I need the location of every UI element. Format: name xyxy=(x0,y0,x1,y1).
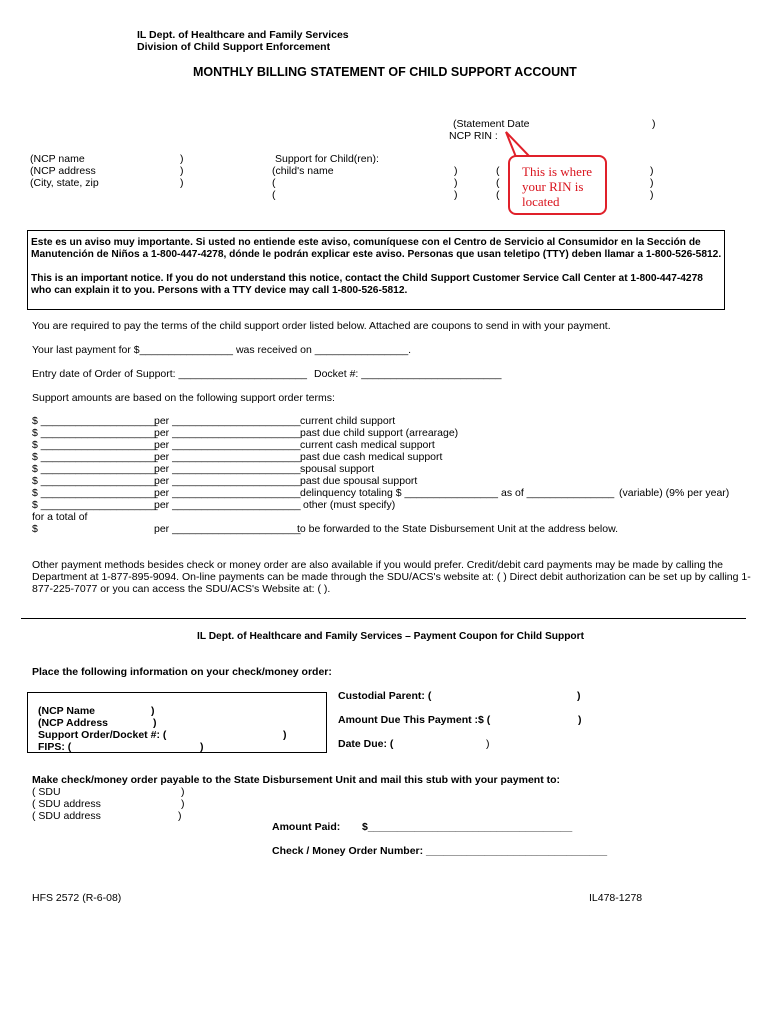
sdu-address-line-1: ( SDU address xyxy=(32,798,101,810)
form-code: IL478-1278 xyxy=(589,892,643,904)
child-id-open-3: ( xyxy=(496,189,500,201)
other-methods-line-3: 877-225-7077 or you can access the SDU/ACS's Website at: ( ). xyxy=(32,583,331,595)
term-label: past due spousal support xyxy=(300,475,418,487)
payable-instructions: Make check/money order payable to the State Disbursement Unit and mail this stub with your payment to: xyxy=(32,774,561,786)
division-name: Division of Child Support Enforcement xyxy=(137,41,331,53)
term-per: per ______________________ xyxy=(154,487,301,499)
sdu-address-close-1: ) xyxy=(181,798,185,810)
child-id-close-2: ) xyxy=(650,177,654,189)
coupon-ncp-address-close: ) xyxy=(153,717,157,729)
term-label: current child support xyxy=(300,415,396,427)
notice-spanish-2: Manutención de Niños a 1-800-447-4278, dónde le podrán explicar este aviso. Personas que usan teletipo (TTY) deben llamar a 1-800-526-5812. xyxy=(31,249,722,260)
total-label: for a total of xyxy=(32,511,88,523)
coupon-order-docket: Support Order/Docket #: ( xyxy=(38,729,167,741)
sdu-name-close: ) xyxy=(181,786,185,798)
docket-text: Docket #: ________________________ xyxy=(314,368,502,380)
term-per: per ______________________ xyxy=(154,475,301,487)
check-number-field[interactable]: Check / Money Order Number: _______________________________ xyxy=(272,845,608,857)
term-per: per ______________________ xyxy=(154,439,301,451)
page-title: MONTHLY BILLING STATEMENT OF CHILD SUPPORT ACCOUNT xyxy=(193,65,577,79)
term-dollar: $ ____________________ xyxy=(32,439,158,451)
other-methods-line-2: Department at 1-877-895-9094. On-line payments can be made through the SDU/ACS's website at: ( ) Direct debit authorization can be set up by calling 1- xyxy=(32,571,751,583)
coupon-fips: FIPS: ( xyxy=(38,741,72,753)
term-per: per ______________________ xyxy=(154,415,301,427)
term-label: spousal support xyxy=(300,463,375,475)
term-per: per ______________________ xyxy=(154,451,301,463)
required-text: You are required to pay the terms of the child support order listed below. Attached are coupons to send in with your payment. xyxy=(32,320,611,332)
term-per: per ______________________ xyxy=(154,499,301,511)
child-close-2: ) xyxy=(454,177,458,189)
form-number: HFS 2572 (R-6-08) xyxy=(32,892,122,904)
term-dollar: $ ____________________ xyxy=(32,475,158,487)
coupon-order-docket-close: ) xyxy=(283,729,287,741)
children-heading: Support for Child(ren): xyxy=(275,153,379,165)
agency-name: IL Dept. of Healthcare and Family Services xyxy=(137,29,349,41)
term-dollar: $ ____________________ xyxy=(32,451,158,463)
rin-callout xyxy=(508,155,607,215)
custodial-parent-label: Custodial Parent: ( xyxy=(338,690,432,702)
child-line-open-1: ( xyxy=(272,177,276,189)
entry-date-text: Entry date of Order of Support: ______________________ xyxy=(32,368,307,380)
child-id-close-3: ) xyxy=(650,189,654,201)
as-of-label: as of _______________ xyxy=(501,487,615,499)
date-due-close: ) xyxy=(486,738,490,750)
last-payment-text: Your last payment for $________________ was received on ________________. xyxy=(32,344,412,356)
notice-spanish-1: Este es un aviso muy importante. Si usted no entiende este aviso, comuníquese con el Centro de Servicio al Consumidor en la Sección de xyxy=(31,237,701,248)
term-dollar: $ ____________________ xyxy=(32,463,158,475)
notice-english-2: who can explain it to you. Persons with a TTY device may call 1-800-526-5812. xyxy=(31,285,408,296)
date-due-label: Date Due: ( xyxy=(338,738,394,750)
other-methods-line-1: Other payment methods besides check or money order are also available if you would prefer. Credit/debit card payments may be made by calling the xyxy=(32,559,724,571)
statement-date-label: (Statement Date xyxy=(453,118,530,130)
total-per: per ______________________ xyxy=(154,523,301,535)
ncp-name-close: ) xyxy=(180,153,184,165)
term-dollar: $ ____________________ xyxy=(32,487,158,499)
child-close-3: ) xyxy=(454,189,458,201)
amount-due-close: ) xyxy=(578,714,582,726)
amount-paid-field[interactable]: $___________________________________ xyxy=(362,821,573,833)
child-line-open-2: ( xyxy=(272,189,276,201)
coupon-ncp-name: (NCP Name xyxy=(38,705,95,717)
sdu-address-line-2: ( SDU address xyxy=(32,810,101,822)
forwarded-text: to be forwarded to the State Disbursement Unit at the address below. xyxy=(297,523,619,535)
ncp-rin-label: NCP RIN : xyxy=(449,130,498,142)
place-info-text: Place the following information on your check/money order: xyxy=(32,666,332,678)
ncp-city-close: ) xyxy=(180,177,184,189)
term-label: past due child support (arrearage) xyxy=(300,427,459,439)
ncp-address-close: ) xyxy=(180,165,184,177)
coupon-divider xyxy=(21,618,746,619)
ncp-address-line: (NCP address xyxy=(30,165,96,177)
callout-line-3: located xyxy=(522,194,560,209)
other-label: other (must specify) xyxy=(303,499,396,511)
amount-due-label: Amount Due This Payment :$ ( xyxy=(338,714,491,726)
child-id-close-1: ) xyxy=(650,165,654,177)
notice-english-1: This is an important notice. If you do not understand this notice, contact the Child Support Customer Service Call Center at 1-800-447-4278 xyxy=(31,273,703,284)
term-per: per ______________________ xyxy=(154,427,301,439)
child-id-open-2: ( xyxy=(496,177,500,189)
statement-date-close: ) xyxy=(652,118,656,130)
amount-paid-label: Amount Paid: xyxy=(272,821,341,833)
total-dollar: $ xyxy=(32,523,38,535)
term-per: per ______________________ xyxy=(154,463,301,475)
child-id-open-1: ( xyxy=(496,165,500,177)
callout-line-1: This is where xyxy=(522,164,593,179)
term-label: current cash medical support xyxy=(300,439,435,451)
callout-line-2: your RIN is xyxy=(522,179,584,194)
coupon-title: IL Dept. of Healthcare and Family Services – Payment Coupon for Child Support xyxy=(197,631,585,642)
coupon-ncp-name-close: ) xyxy=(151,705,155,717)
child-close-1: ) xyxy=(454,165,458,177)
term-label: past due cash medical support xyxy=(300,451,443,463)
coupon-fips-close: ) xyxy=(200,741,204,753)
ncp-city-line: (City, state, zip xyxy=(30,177,99,189)
term-dollar: $ ____________________ xyxy=(32,415,158,427)
custodial-parent-close: ) xyxy=(577,690,581,702)
term-dollar: $ ____________________ xyxy=(32,499,158,511)
sdu-address-close-2: ) xyxy=(178,810,182,822)
variable-rate-label: (variable) (9% per year) xyxy=(619,487,730,499)
child-name-line: (child's name xyxy=(272,165,334,177)
based-on-text: Support amounts are based on the following support order terms: xyxy=(32,392,335,404)
coupon-ncp-address: (NCP Address xyxy=(38,717,109,729)
ncp-name-line: (NCP name xyxy=(30,153,85,165)
delinquency-label: delinquency totaling $ ________________ xyxy=(300,487,498,499)
sdu-name-line: ( SDU xyxy=(32,786,61,798)
term-dollar: $ ____________________ xyxy=(32,427,158,439)
